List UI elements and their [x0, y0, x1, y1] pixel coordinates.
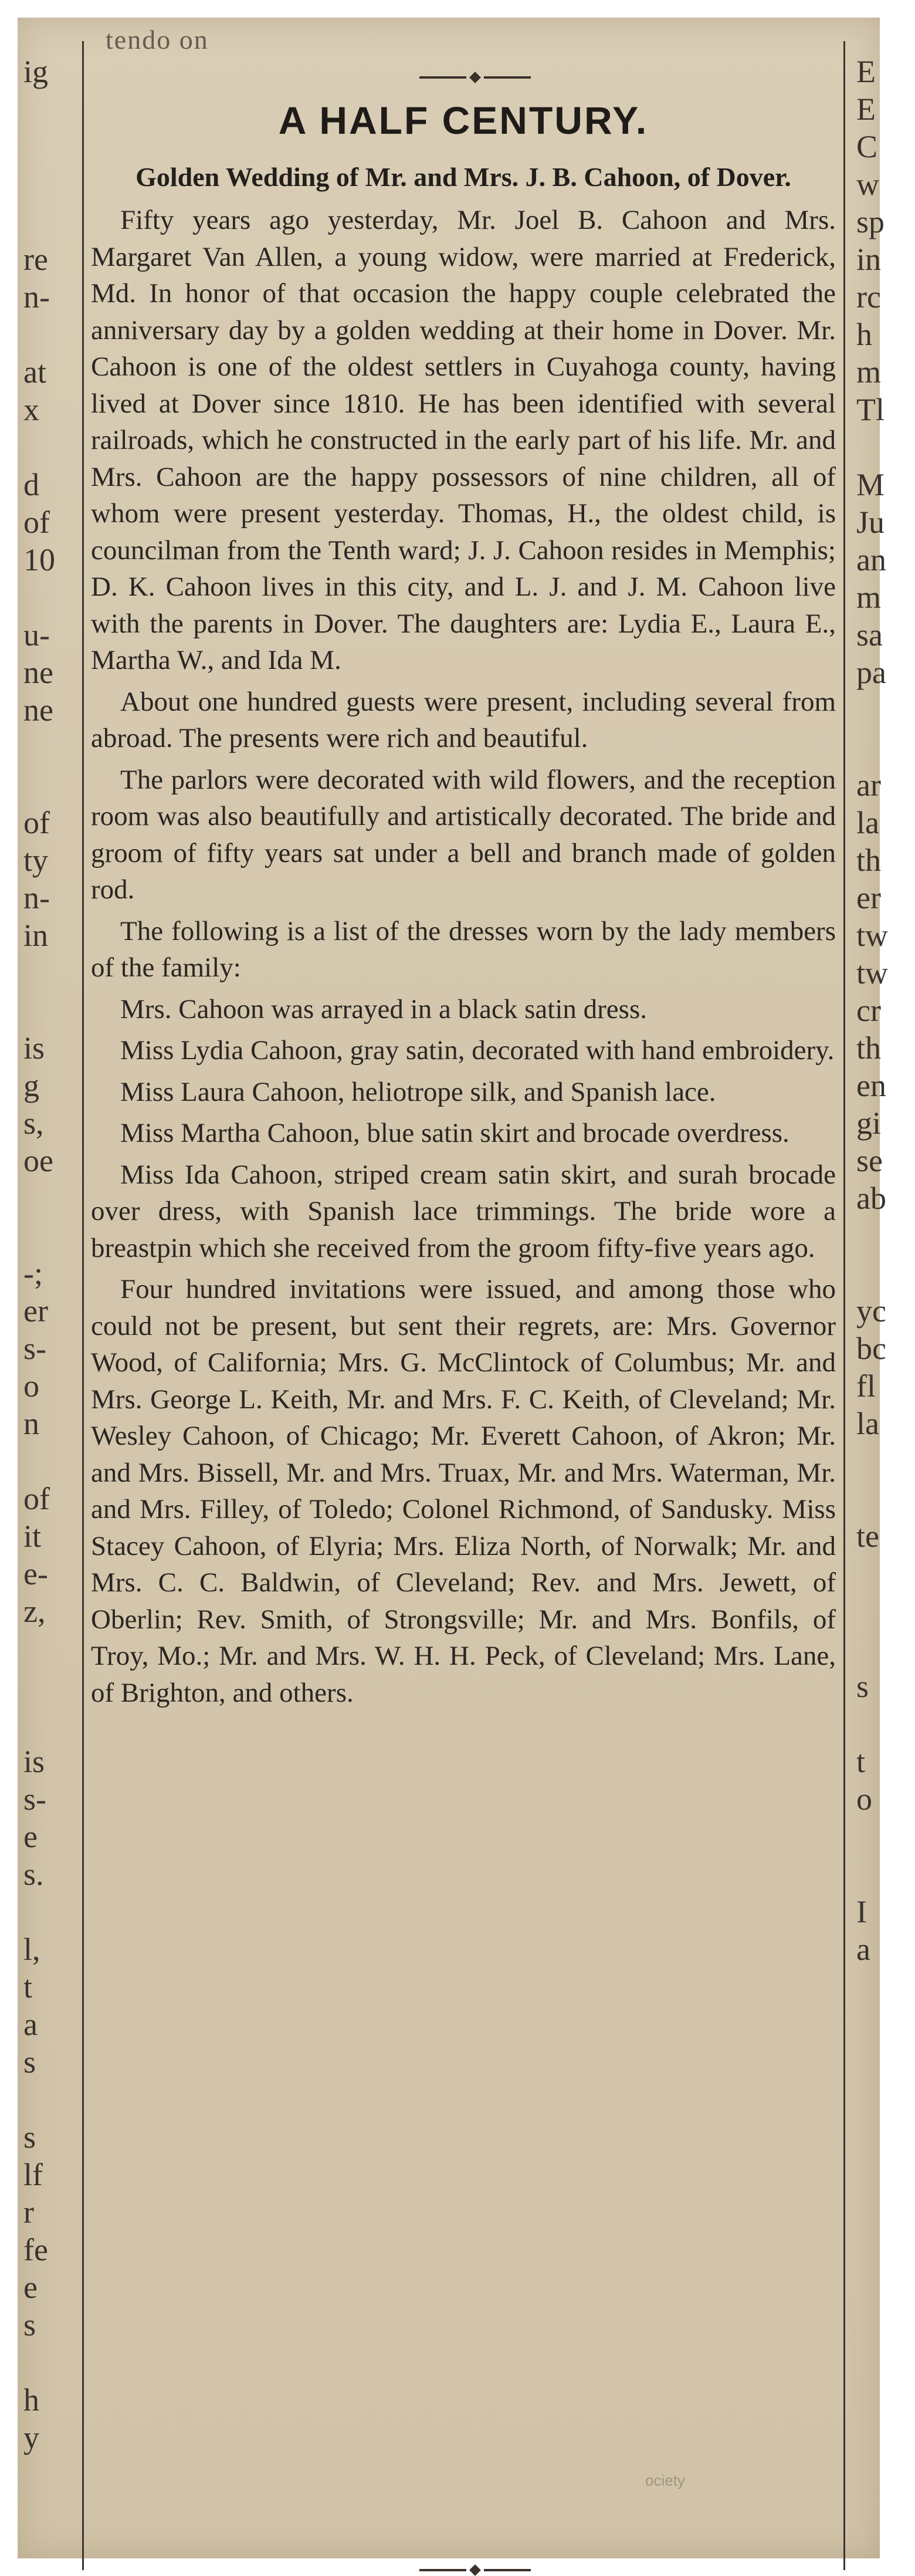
watermark-text: ociety [645, 2472, 685, 2489]
right-edge-fragment [856, 428, 895, 466]
right-edge-fragment: Ju [856, 505, 885, 540]
left-edge-fragment: h [23, 2382, 39, 2418]
right-edge-fragment: tw [856, 955, 888, 990]
right-edge-fragment: Tl [856, 392, 884, 427]
left-edge-fragment: of [23, 805, 50, 840]
right-edge-fragment [856, 729, 895, 766]
left-edge-fragment: s [23, 2044, 36, 2080]
subheadline: Golden Wedding of Mr. and Mrs. J. B. Cahoon, of Dover. [135, 162, 791, 192]
cut-off-top-text: tendo on [106, 28, 209, 52]
right-edge-fragment: h [856, 317, 872, 352]
right-edge-fragment: la [856, 1406, 879, 1441]
left-edge-fragment: e- [23, 1556, 48, 1591]
paragraph-dress-martha: Miss Martha Cahoon, blue satin skirt and brocade overdress. [120, 1118, 789, 1148]
article [91, 65, 836, 1716]
right-edge-fragment [856, 2043, 895, 2081]
left-edge-fragment: y [23, 2420, 39, 2455]
right-edge-fragment: an [856, 542, 886, 577]
left-edge-fragment [23, 1442, 69, 1480]
right-edge-fragment [856, 1593, 895, 1630]
right-edge-fragment: bc [856, 1331, 886, 1366]
paragraph-dress-lydia: Miss Lydia Cahoon, gray satin, decorated with hand embroidery. [120, 1035, 835, 1066]
paragraph-dress-ida: Miss Ida Cahoon, striped cream satin skirt, and surah brocade over dress, with Spanish lace trimmings. The bride wore a breastpin which she received from the groom fifty-five years ago. [91, 1159, 836, 1263]
left-edge-fragment [23, 992, 69, 1029]
left-edge-fragment: lf [23, 2157, 43, 2192]
left-edge-fragment [23, 1179, 69, 1217]
right-edge-fragment [856, 2231, 895, 2269]
left-edge-fragment [23, 165, 69, 203]
headline: A HALF CENTURY. [278, 99, 649, 142]
left-edge-fragment: of [23, 1481, 50, 1516]
left-edge-fragment: is [23, 1030, 45, 1066]
bottom-ornament [416, 2564, 534, 2576]
paragraph-regrets: Four hundred invitations were issued, and among those who could not be present, but sent their regrets, are: Mrs. Governor Wood, of California; Mrs. G. McClintock of Columbus; Mr. and Mrs. George L. Keith, Mr. and Mrs. F. C. Keith, of Cleveland; Mr. Wesley Cahoon, of Chicago; Mr. Everett Cahoon, of Akron; Mr. and Mrs. Bissell, Mr. and Mrs. Truax, Mr. and Mrs. Waterman, Mr. and Mrs. Filley, of Toledo; Colonel Richmond, of Sandusky. Miss Stacey Cahoon, of Elyria; Mrs. Eliza North, of Norwalk; Mr. and Mrs. C. C. Baldwin, of Cleveland; Rev. and Mrs. Jewett, of Oberlin; Rev. Smith, of Strongsville; Mr. and Mrs. Bonfils, of Troy, Mo.; Mr. and Mrs. W. H. H. Peck, of Cleveland; Mrs. Lane, of Brighton, and others. [91, 1274, 836, 1708]
right-edge-fragment [856, 1968, 895, 2006]
left-edge-fragment [23, 1893, 69, 1931]
right-edge-fragment [856, 2381, 895, 2419]
paragraph-dress-laura: Miss Laura Cahoon, heliotrope silk, and Spanish lace. [120, 1076, 716, 1107]
left-edge-fragment: -; [23, 1256, 43, 1291]
right-edge-fragment [856, 1442, 895, 1480]
right-edge-fragment [856, 691, 895, 729]
right-edge-fragment: ab [856, 1181, 886, 1216]
left-edge-fragment [23, 428, 69, 466]
left-edge-fragment: er [23, 1293, 48, 1328]
left-edge-fragment [23, 128, 69, 165]
left-edge-fragment: d [23, 467, 39, 502]
right-edge-fragment: w [856, 167, 879, 202]
right-edge-fragment: m [856, 580, 882, 615]
paragraph-guests: About one hundred guests were present, including several from abroad. The presents were rich and beautiful. [91, 686, 836, 753]
left-edge-fragment [23, 316, 69, 353]
right-edge-fragment [856, 2419, 895, 2456]
left-edge-fragment [23, 1630, 69, 1668]
left-edge-fragment: is [23, 1744, 45, 1779]
right-edge-fragment: yc [856, 1293, 886, 1328]
right-edge-fragment [856, 1630, 895, 1668]
left-edge-fragment: in [23, 918, 49, 953]
right-column-fragments [856, 53, 895, 2547]
left-edge-fragment: g [23, 1068, 39, 1103]
left-edge-fragment: n- [23, 880, 50, 915]
right-edge-fragment [856, 2006, 895, 2043]
paragraph-intro: Fifty years ago yesterday, Mr. Joel B. Cahoon and Mrs. Margaret Van Allen, a young widow, were married at Frederick, Md. In honor of that occasion the happy couple celebrated the anniversary day by a golden wedding at their home in Dover. Mr. Cahoon is one of the oldest settlers in Cuyahoga county, having lived at Dover since 1810. He has been identified with several railroads, which he constructed in the early part of his life. Mr. and Mrs. Cahoon are the happy possessors of nine children, all of whom were present yesterday. Thomas, H., the oldest child, is councilman from the Tenth ward; J. J. Cahoon resides in Memphis; D. K. Cahoon lives in this city, and L. J. and J. M. Cahoon live with the parents in Dover. The daughters are: Lydia E., Laura E., Martha W., and Ida M. [91, 205, 836, 675]
right-edge-fragment: tw [856, 918, 888, 953]
right-edge-fragment: t [856, 1744, 866, 1779]
paragraph-dresses-intro: The following is a list of the dresses worn by the lady members of the family: [91, 915, 836, 983]
right-edge-fragment: cr [856, 993, 881, 1028]
left-edge-fragment: 10 [23, 542, 55, 577]
right-edge-fragment: te [856, 1519, 879, 1554]
right-edge-fragment: gi [856, 1106, 882, 1141]
left-edge-fragment: s, [23, 1106, 44, 1141]
left-edge-fragment: it [23, 1519, 42, 1554]
right-edge-fragment: fl [856, 1368, 876, 1404]
left-edge-fragment: of [23, 505, 50, 540]
right-edge-fragment: C [856, 129, 878, 164]
right-edge-fragment: o [856, 1781, 872, 1817]
right-edge-fragment [856, 1480, 895, 1517]
right-edge-fragment [856, 2344, 895, 2381]
left-edge-fragment [23, 2344, 69, 2381]
right-edge-fragment [856, 1705, 895, 1743]
left-edge-fragment: l, [23, 1932, 40, 1967]
right-edge-fragment [856, 1855, 895, 1893]
paragraph-dress-mrs-cahoon: Mrs. Cahoon was arrayed in a black satin dress. [120, 993, 647, 1025]
right-edge-fragment [856, 2156, 895, 2193]
left-edge-fragment [23, 954, 69, 992]
left-edge-fragment [23, 579, 69, 616]
left-edge-fragment [23, 203, 69, 241]
right-edge-fragment [856, 2081, 895, 2118]
right-edge-fragment: M [856, 467, 885, 502]
right-edge-fragment: E [856, 92, 876, 127]
left-edge-fragment: o [23, 1368, 39, 1404]
right-edge-fragment: se [856, 1143, 883, 1178]
left-edge-fragment [23, 1217, 69, 1255]
right-edge-fragment: ar [856, 768, 881, 803]
left-edge-fragment: x [23, 392, 39, 427]
left-edge-fragment: re [23, 242, 48, 277]
left-edge-fragment [23, 90, 69, 128]
left-edge-fragment: u- [23, 617, 50, 653]
right-edge-fragment: er [856, 880, 881, 915]
right-edge-fragment: rc [856, 279, 881, 315]
left-edge-fragment: t [23, 1969, 33, 2004]
left-edge-fragment: s- [23, 1331, 46, 1366]
right-edge-fragment [856, 2193, 895, 2231]
left-edge-fragment: a [23, 2007, 38, 2042]
left-edge-fragment [23, 2081, 69, 2118]
left-edge-fragment: ty [23, 843, 49, 878]
right-edge-fragment: in [856, 242, 882, 277]
right-edge-fragment: la [856, 805, 879, 840]
left-edge-fragment: e [23, 1819, 38, 1854]
right-edge-fragment [856, 1555, 895, 1593]
right-edge-fragment [856, 1818, 895, 1855]
left-edge-fragment: ne [23, 692, 53, 728]
left-edge-fragment: ig [23, 54, 49, 89]
left-edge-fragment [23, 729, 69, 766]
right-edge-fragment: en [856, 1068, 886, 1103]
left-edge-fragment: ne [23, 655, 53, 690]
paragraph-decorations: The parlors were decorated with wild flowers, and the reception room was also beautifully and artistically decorated. The bride and groom of fifty years sat under a bell and branch made of golden rod. [91, 764, 836, 905]
right-edge-fragment [856, 2269, 895, 2306]
right-edge-fragment: th [856, 843, 882, 878]
left-edge-fragment: at [23, 354, 46, 390]
right-edge-fragment [856, 2118, 895, 2156]
left-edge-fragment: r [23, 2195, 34, 2230]
left-edge-fragment: z, [23, 1594, 46, 1629]
left-column-fragments [23, 53, 69, 2547]
right-edge-fragment [856, 1255, 895, 1292]
right-edge-fragment: pa [856, 655, 886, 690]
left-column-rule [82, 41, 84, 2570]
right-edge-fragment: m [856, 354, 882, 390]
right-edge-fragment [856, 1217, 895, 1255]
right-edge-fragment [856, 2306, 895, 2344]
left-edge-fragment: s [23, 2307, 36, 2342]
left-edge-fragment: e [23, 2270, 38, 2305]
left-edge-fragment: oe [23, 1143, 53, 1178]
right-edge-fragment: sp [856, 204, 885, 239]
left-edge-fragment [23, 1705, 69, 1743]
right-edge-fragment: th [856, 1030, 882, 1066]
left-edge-fragment: fe [23, 2232, 48, 2267]
left-edge-fragment: s [23, 2119, 36, 2155]
newspaper-clipping [18, 18, 888, 2558]
right-edge-fragment: I [856, 1894, 867, 1929]
right-edge-fragment: E [856, 54, 876, 89]
left-edge-fragment: n [23, 1406, 39, 1441]
left-edge-fragment: n- [23, 279, 50, 315]
right-edge-fragment: s [856, 1669, 869, 1704]
right-edge-fragment: a [856, 1932, 870, 1967]
left-edge-fragment [23, 766, 69, 804]
right-edge-fragment: sa [856, 617, 883, 653]
left-edge-fragment: s- [23, 1781, 46, 1817]
right-column-rule [843, 41, 845, 2570]
left-edge-fragment: s. [23, 1857, 44, 1892]
left-edge-fragment [23, 1668, 69, 1705]
